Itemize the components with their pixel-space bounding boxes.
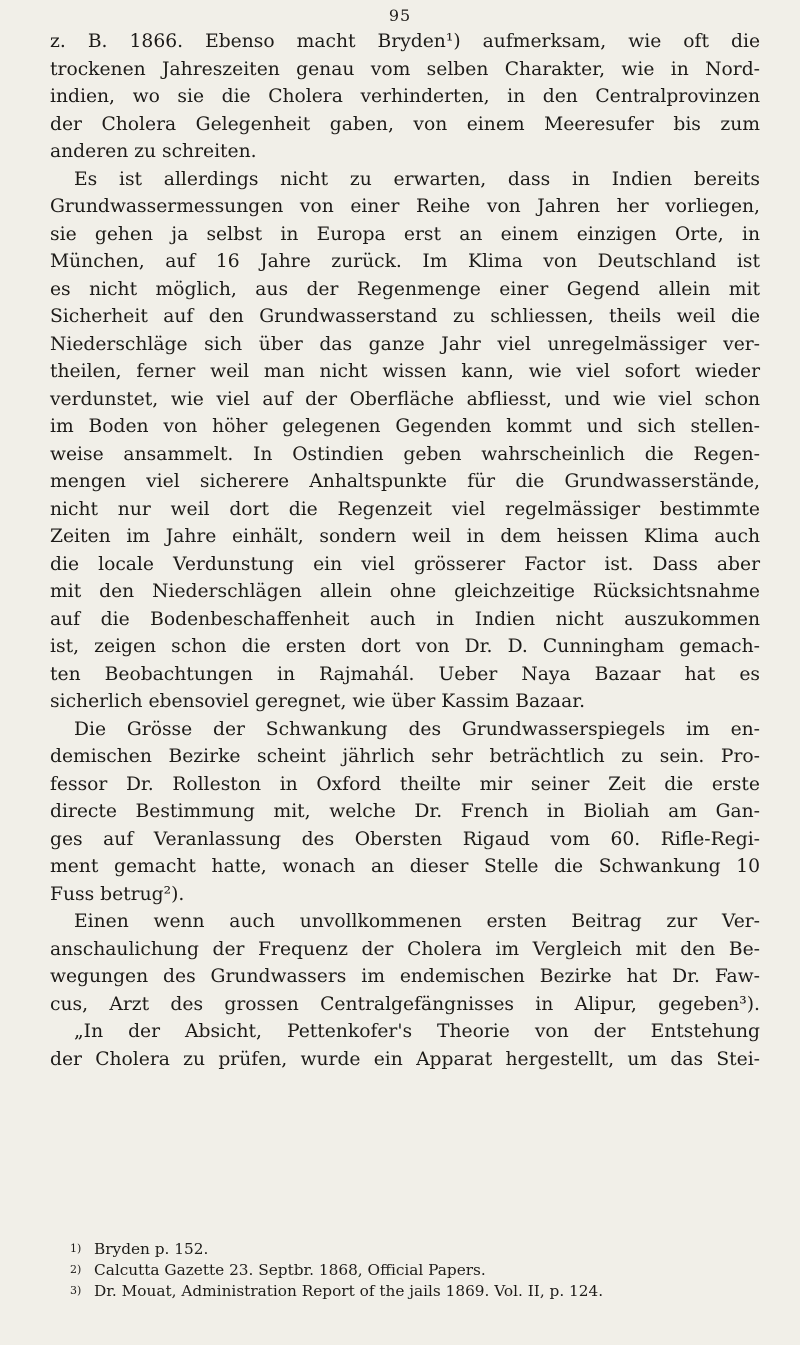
text-line: auf die Bodenbeschaffenheit auch in Indien nicht auszukommen xyxy=(50,608,760,630)
text-line: im Boden von höher gelegenen Gegenden kommt und sich stellen- xyxy=(50,416,760,437)
footnote-text: Bryden p. 152. xyxy=(94,1240,209,1258)
text-line: Grundwassermessungen von einer Reihe von Jahren her vorliegen, xyxy=(50,196,760,217)
text-line: sicherlich ebensoviel geregnet, wie über Kassim Bazaar. xyxy=(50,691,586,712)
text-line: Es ist allerdings nicht zu erwarten, dass in Indien bereits xyxy=(74,168,760,190)
text-line: theilen, ferner weil man nicht wissen kann, wie viel sofort wieder xyxy=(50,361,760,382)
footnote-text: Calcutta Gazette 23. Septbr. 1868, Official Papers. xyxy=(94,1261,486,1279)
text-line: cus, Arzt des grossen Centralgefängnisses in Alipur, gegeben³). xyxy=(50,993,760,1015)
text-line: München, auf 16 Jahre zurück. Im Klima von Deutschland ist xyxy=(50,251,760,272)
text-line: ges auf Veranlassung des Obersten Rigaud vom 60. Rifle-Regi- xyxy=(50,828,760,850)
text-line: „In der Absicht, Pettenkofer's Theorie von der Entstehung xyxy=(74,1021,760,1042)
footnote-mark: 1) xyxy=(70,1242,82,1255)
text-line: die locale Verdunstung ein viel grösserer Factor ist. Dass aber xyxy=(50,553,760,575)
footnote-text: Dr. Mouat, Administration Report of the jails 1869. Vol. II, p. 124. xyxy=(94,1282,604,1300)
text-line: anderen zu schreiten. xyxy=(50,141,257,162)
text-line: verdunstet, wie viel auf der Oberfläche abfliesst, und wie viel schon xyxy=(50,388,760,410)
text-line: Die Grösse der Schwankung des Grundwasserspiegels im en- xyxy=(74,718,760,740)
text-line: es nicht möglich, aus der Regenmenge einer Gegend allein mit xyxy=(50,278,760,300)
text-line: Niederschläge sich über das ganze Jahr viel unregelmässiger ver- xyxy=(50,333,760,355)
text-line: ment gemacht hatte, wonach an dieser Stelle die Schwankung 10 xyxy=(50,856,760,877)
text-line: wegungen des Grundwassers im endemischen Bezirke hat Dr. Faw- xyxy=(50,966,760,987)
text-line: Sicherheit auf den Grundwasserstand zu schliessen, theils weil die xyxy=(50,306,760,327)
text-line: fessor Dr. Rolleston in Oxford theilte mir seiner Zeit die erste xyxy=(50,773,760,795)
text-line: Fuss betrug²). xyxy=(50,883,185,905)
footnote-mark: 3) xyxy=(70,1284,82,1297)
text-line: mit den Niederschlägen allein ohne gleichzeitige Rücksichtsnahme xyxy=(50,581,760,602)
page-number: 95 xyxy=(388,6,412,25)
body-text xyxy=(50,28,760,1073)
text-line: demischen Bezirke scheint jährlich sehr beträchtlich zu sein. Pro- xyxy=(50,746,760,767)
text-line: der Cholera zu prüfen, wurde ein Apparat hergestellt, um das Stei- xyxy=(50,1048,760,1070)
text-line: directe Bestimmung mit, welche Dr. French in Bioliah am Gan- xyxy=(50,801,760,822)
text-line: der Cholera Gelegenheit gaben, von einem Meeresufer bis zum xyxy=(50,113,760,135)
text-line: indien, wo sie die Cholera verhinderten, in den Centralprovinzen xyxy=(50,86,760,107)
text-line: z. B. 1866. Ebenso macht Bryden¹) aufmerksam, wie oft die xyxy=(50,31,760,52)
text-line: ist, zeigen schon die ersten dort von Dr. D. Cunningham gemach- xyxy=(50,636,760,657)
text-line: sie gehen ja selbst in Europa erst an einem einzigen Orte, in xyxy=(50,223,760,245)
text-line: Zeiten im Jahre einhält, sondern weil in dem heissen Klima auch xyxy=(50,526,760,547)
text-line: Einen wenn auch unvollkommenen ersten Beitrag zur Ver- xyxy=(74,911,760,932)
text-line: nicht nur weil dort die Regenzeit viel regelmässiger bestimmte xyxy=(50,498,760,520)
footnote xyxy=(70,1239,760,1260)
text-line: ten Beobachtungen in Rajmahál. Ueber Naya Bazaar hat es xyxy=(50,663,760,685)
text-line: trockenen Jahreszeiten genau vom selben Charakter, wie in Nord- xyxy=(50,58,760,80)
text-line: anschaulichung der Frequenz der Cholera im Vergleich mit den Be- xyxy=(50,938,760,960)
footnote-mark: 2) xyxy=(70,1263,82,1276)
text-line: mengen viel sicherere Anhaltspunkte für die Grundwasserstände, xyxy=(50,471,760,492)
footnote xyxy=(70,1260,760,1281)
text-line: weise ansammelt. In Ostindien geben wahrscheinlich die Regen- xyxy=(50,443,760,465)
footnote xyxy=(70,1281,760,1302)
footnotes xyxy=(70,1239,760,1302)
